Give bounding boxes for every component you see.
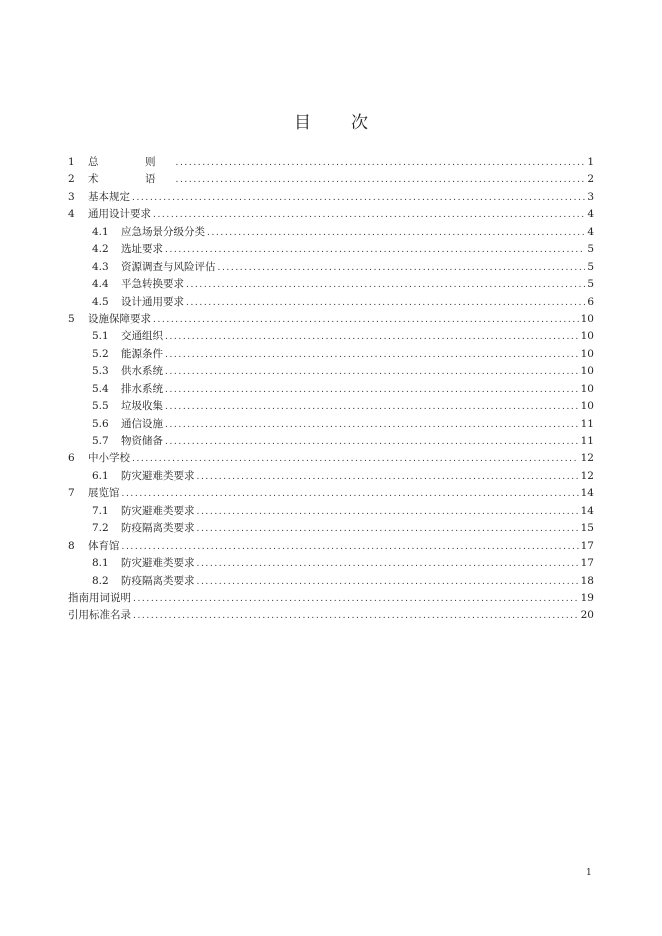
toc-leader-dots xyxy=(186,277,585,294)
toc-entry-label: 防灾避难类要求 xyxy=(121,557,195,570)
toc-leader-dots xyxy=(165,434,579,451)
toc-entry-number: 5.4 xyxy=(92,382,109,395)
toc-leader-dots xyxy=(133,608,579,625)
table-of-contents xyxy=(68,154,594,625)
toc-entry-page: 10 xyxy=(580,365,594,378)
toc-entry-page: 10 xyxy=(580,330,594,343)
toc-entry-number: 5.1 xyxy=(92,330,109,343)
toc-leader-dots xyxy=(186,295,585,312)
toc-entry-label: 资源调查与风险评估 xyxy=(121,260,216,273)
toc-entry-page: 1 xyxy=(587,156,594,168)
toc-entry-label: 防灾避难类要求 xyxy=(121,504,195,517)
toc-entry[interactable] xyxy=(68,538,594,555)
toc-entry-page: 4 xyxy=(587,225,594,238)
toc-leader-dots xyxy=(133,591,579,608)
toc-entry[interactable] xyxy=(68,346,594,363)
toc-entry-page: 12 xyxy=(580,469,594,482)
toc-entry-number: 5.7 xyxy=(92,435,109,447)
toc-leader-dots xyxy=(122,486,579,503)
toc-entry[interactable] xyxy=(68,485,594,502)
toc-entry-label: 总 则 xyxy=(88,156,174,168)
toc-entry-page: 11 xyxy=(580,417,594,430)
toc-leader-dots xyxy=(122,539,579,556)
toc-entry-number: 7 xyxy=(68,487,75,500)
toc-entry[interactable] xyxy=(68,433,594,450)
toc-entry-page: 14 xyxy=(580,504,594,517)
toc-entry-label: 排水系统 xyxy=(121,382,163,395)
toc-entry-number: 7.2 xyxy=(92,522,109,535)
toc-entry-label: 防疫隔离类要求 xyxy=(121,574,195,587)
toc-entry-number: 8.1 xyxy=(92,557,109,570)
toc-entry-number: 4.5 xyxy=(92,295,109,308)
toc-leader-dots xyxy=(197,469,579,486)
toc-entry-page: 5 xyxy=(587,278,594,291)
toc-leader-dots xyxy=(153,312,579,329)
toc-entry-number: 6.1 xyxy=(92,469,109,482)
toc-entry[interactable] xyxy=(68,276,594,293)
toc-entry-number: 4.3 xyxy=(92,260,109,273)
toc-leader-dots xyxy=(132,451,579,468)
toc-entry-number: 3 xyxy=(68,190,75,203)
toc-entry-page: 10 xyxy=(580,312,594,325)
toc-entry-label: 供水系统 xyxy=(121,365,163,378)
toc-entry-number: 5.6 xyxy=(92,417,109,430)
toc-entry-number: 6 xyxy=(68,452,75,465)
toc-entry-label: 基本规定 xyxy=(88,190,130,203)
toc-entry-number: 5.2 xyxy=(92,347,109,360)
toc-entry-label: 术 语 xyxy=(88,173,174,186)
toc-entry[interactable] xyxy=(68,328,594,345)
toc-title-char-2: 次 xyxy=(351,113,368,133)
toc-entry-page: 17 xyxy=(580,539,594,552)
toc-entry-label: 交通组织 xyxy=(121,330,163,343)
toc-entry-label: 指南用词说明 xyxy=(68,591,131,604)
toc-entry[interactable] xyxy=(68,171,594,188)
toc-entry-page: 4 xyxy=(587,208,594,221)
toc-entry[interactable] xyxy=(68,416,594,433)
toc-entry-label: 通用设计要求 xyxy=(88,208,151,221)
toc-entry-page: 6 xyxy=(587,295,594,308)
toc-entry-page: 12 xyxy=(580,452,594,465)
toc-entry-label: 防灾避难类要求 xyxy=(121,469,195,482)
toc-entry-number: 5.5 xyxy=(92,400,109,413)
toc-entry-number: 8.2 xyxy=(92,574,109,587)
toc-entry-label: 通信设施 xyxy=(121,417,163,430)
toc-leader-dots xyxy=(165,347,579,364)
toc-leader-dots xyxy=(132,190,585,207)
toc-entry-page: 15 xyxy=(580,522,594,535)
toc-entry[interactable] xyxy=(68,590,594,607)
toc-leader-dots xyxy=(165,399,579,416)
toc-entry[interactable] xyxy=(68,206,594,223)
toc-entry-number: 7.1 xyxy=(92,504,109,517)
toc-entry[interactable] xyxy=(68,381,594,398)
toc-entry-label: 中小学校 xyxy=(88,452,130,465)
toc-entry-label: 设施保障要求 xyxy=(88,312,151,325)
toc-entry-label: 展览馆 xyxy=(88,487,120,500)
toc-entry[interactable] xyxy=(68,503,594,520)
toc-entry-label: 垃圾收集 xyxy=(121,400,163,413)
toc-entry[interactable] xyxy=(68,241,594,258)
toc-leader-dots xyxy=(197,504,579,521)
toc-entry-label: 设计通用要求 xyxy=(121,295,184,308)
toc-leader-dots xyxy=(218,260,586,277)
toc-entry[interactable] xyxy=(68,555,594,572)
toc-leader-dots xyxy=(165,382,579,399)
toc-entry-number: 4.2 xyxy=(92,243,109,256)
toc-leader-dots xyxy=(165,329,579,346)
toc-leader-dots xyxy=(176,155,586,172)
toc-leader-dots xyxy=(197,521,579,538)
toc-entry[interactable] xyxy=(68,520,594,537)
toc-entry-number: 4.4 xyxy=(92,278,109,291)
toc-entry-number: 8 xyxy=(68,539,75,552)
toc-entry[interactable] xyxy=(68,607,594,624)
toc-entry-page: 5 xyxy=(587,243,594,256)
toc-leader-dots xyxy=(207,225,585,242)
toc-entry-page: 5 xyxy=(587,260,594,273)
toc-entry-number: 5 xyxy=(68,312,75,325)
toc-entry-label: 平急转换要求 xyxy=(121,278,184,291)
toc-entry-label: 体育馆 xyxy=(88,539,120,552)
toc-entry[interactable] xyxy=(68,398,594,415)
toc-entry[interactable] xyxy=(68,450,594,467)
toc-entry-page: 18 xyxy=(580,574,594,587)
toc-title xyxy=(0,108,662,133)
toc-entry-page: 14 xyxy=(580,487,594,500)
toc-entry-label: 防疫隔离类要求 xyxy=(121,522,195,535)
toc-entry[interactable] xyxy=(68,294,594,311)
toc-entry-label: 选址要求 xyxy=(121,243,163,256)
toc-entry[interactable] xyxy=(68,154,594,171)
toc-entry-label: 物资储备 xyxy=(121,435,163,447)
toc-entry-page: 19 xyxy=(580,591,594,604)
toc-leader-dots xyxy=(165,242,585,259)
toc-entry-label: 应急场景分级分类 xyxy=(121,225,205,238)
toc-entry[interactable] xyxy=(68,573,594,590)
toc-entry[interactable] xyxy=(68,189,594,206)
toc-entry[interactable] xyxy=(68,224,594,241)
toc-entry-page: 17 xyxy=(580,557,594,570)
toc-title-char-1: 目 xyxy=(294,113,311,133)
toc-entry-number: 5.3 xyxy=(92,365,109,378)
toc-entry-label: 能源条件 xyxy=(121,347,163,360)
toc-leader-dots xyxy=(165,364,579,381)
toc-entry[interactable] xyxy=(68,311,594,328)
toc-entry-page: 20 xyxy=(580,609,594,622)
toc-entry-page: 3 xyxy=(587,190,594,203)
toc-leader-dots xyxy=(165,417,579,434)
toc-entry-page: 10 xyxy=(580,382,594,395)
toc-entry-number: 4 xyxy=(68,208,75,221)
toc-leader-dots xyxy=(153,207,585,224)
toc-leader-dots xyxy=(176,172,586,189)
toc-entry[interactable] xyxy=(68,468,594,485)
toc-entry-page: 2 xyxy=(587,173,594,186)
toc-leader-dots xyxy=(197,556,579,573)
toc-entry[interactable] xyxy=(68,259,594,276)
footer-page-number: 1 xyxy=(586,868,592,878)
toc-entry-page: 11 xyxy=(580,435,594,447)
toc-entry-page: 10 xyxy=(580,400,594,413)
toc-entry-number: 4.1 xyxy=(92,225,109,238)
toc-entry-label: 引用标准名录 xyxy=(68,609,131,622)
toc-leader-dots xyxy=(197,574,579,591)
toc-entry[interactable] xyxy=(68,363,594,380)
toc-entry-number: 2 xyxy=(68,173,75,186)
toc-entry-number: 1 xyxy=(68,156,75,168)
toc-entry-page: 10 xyxy=(580,347,594,360)
